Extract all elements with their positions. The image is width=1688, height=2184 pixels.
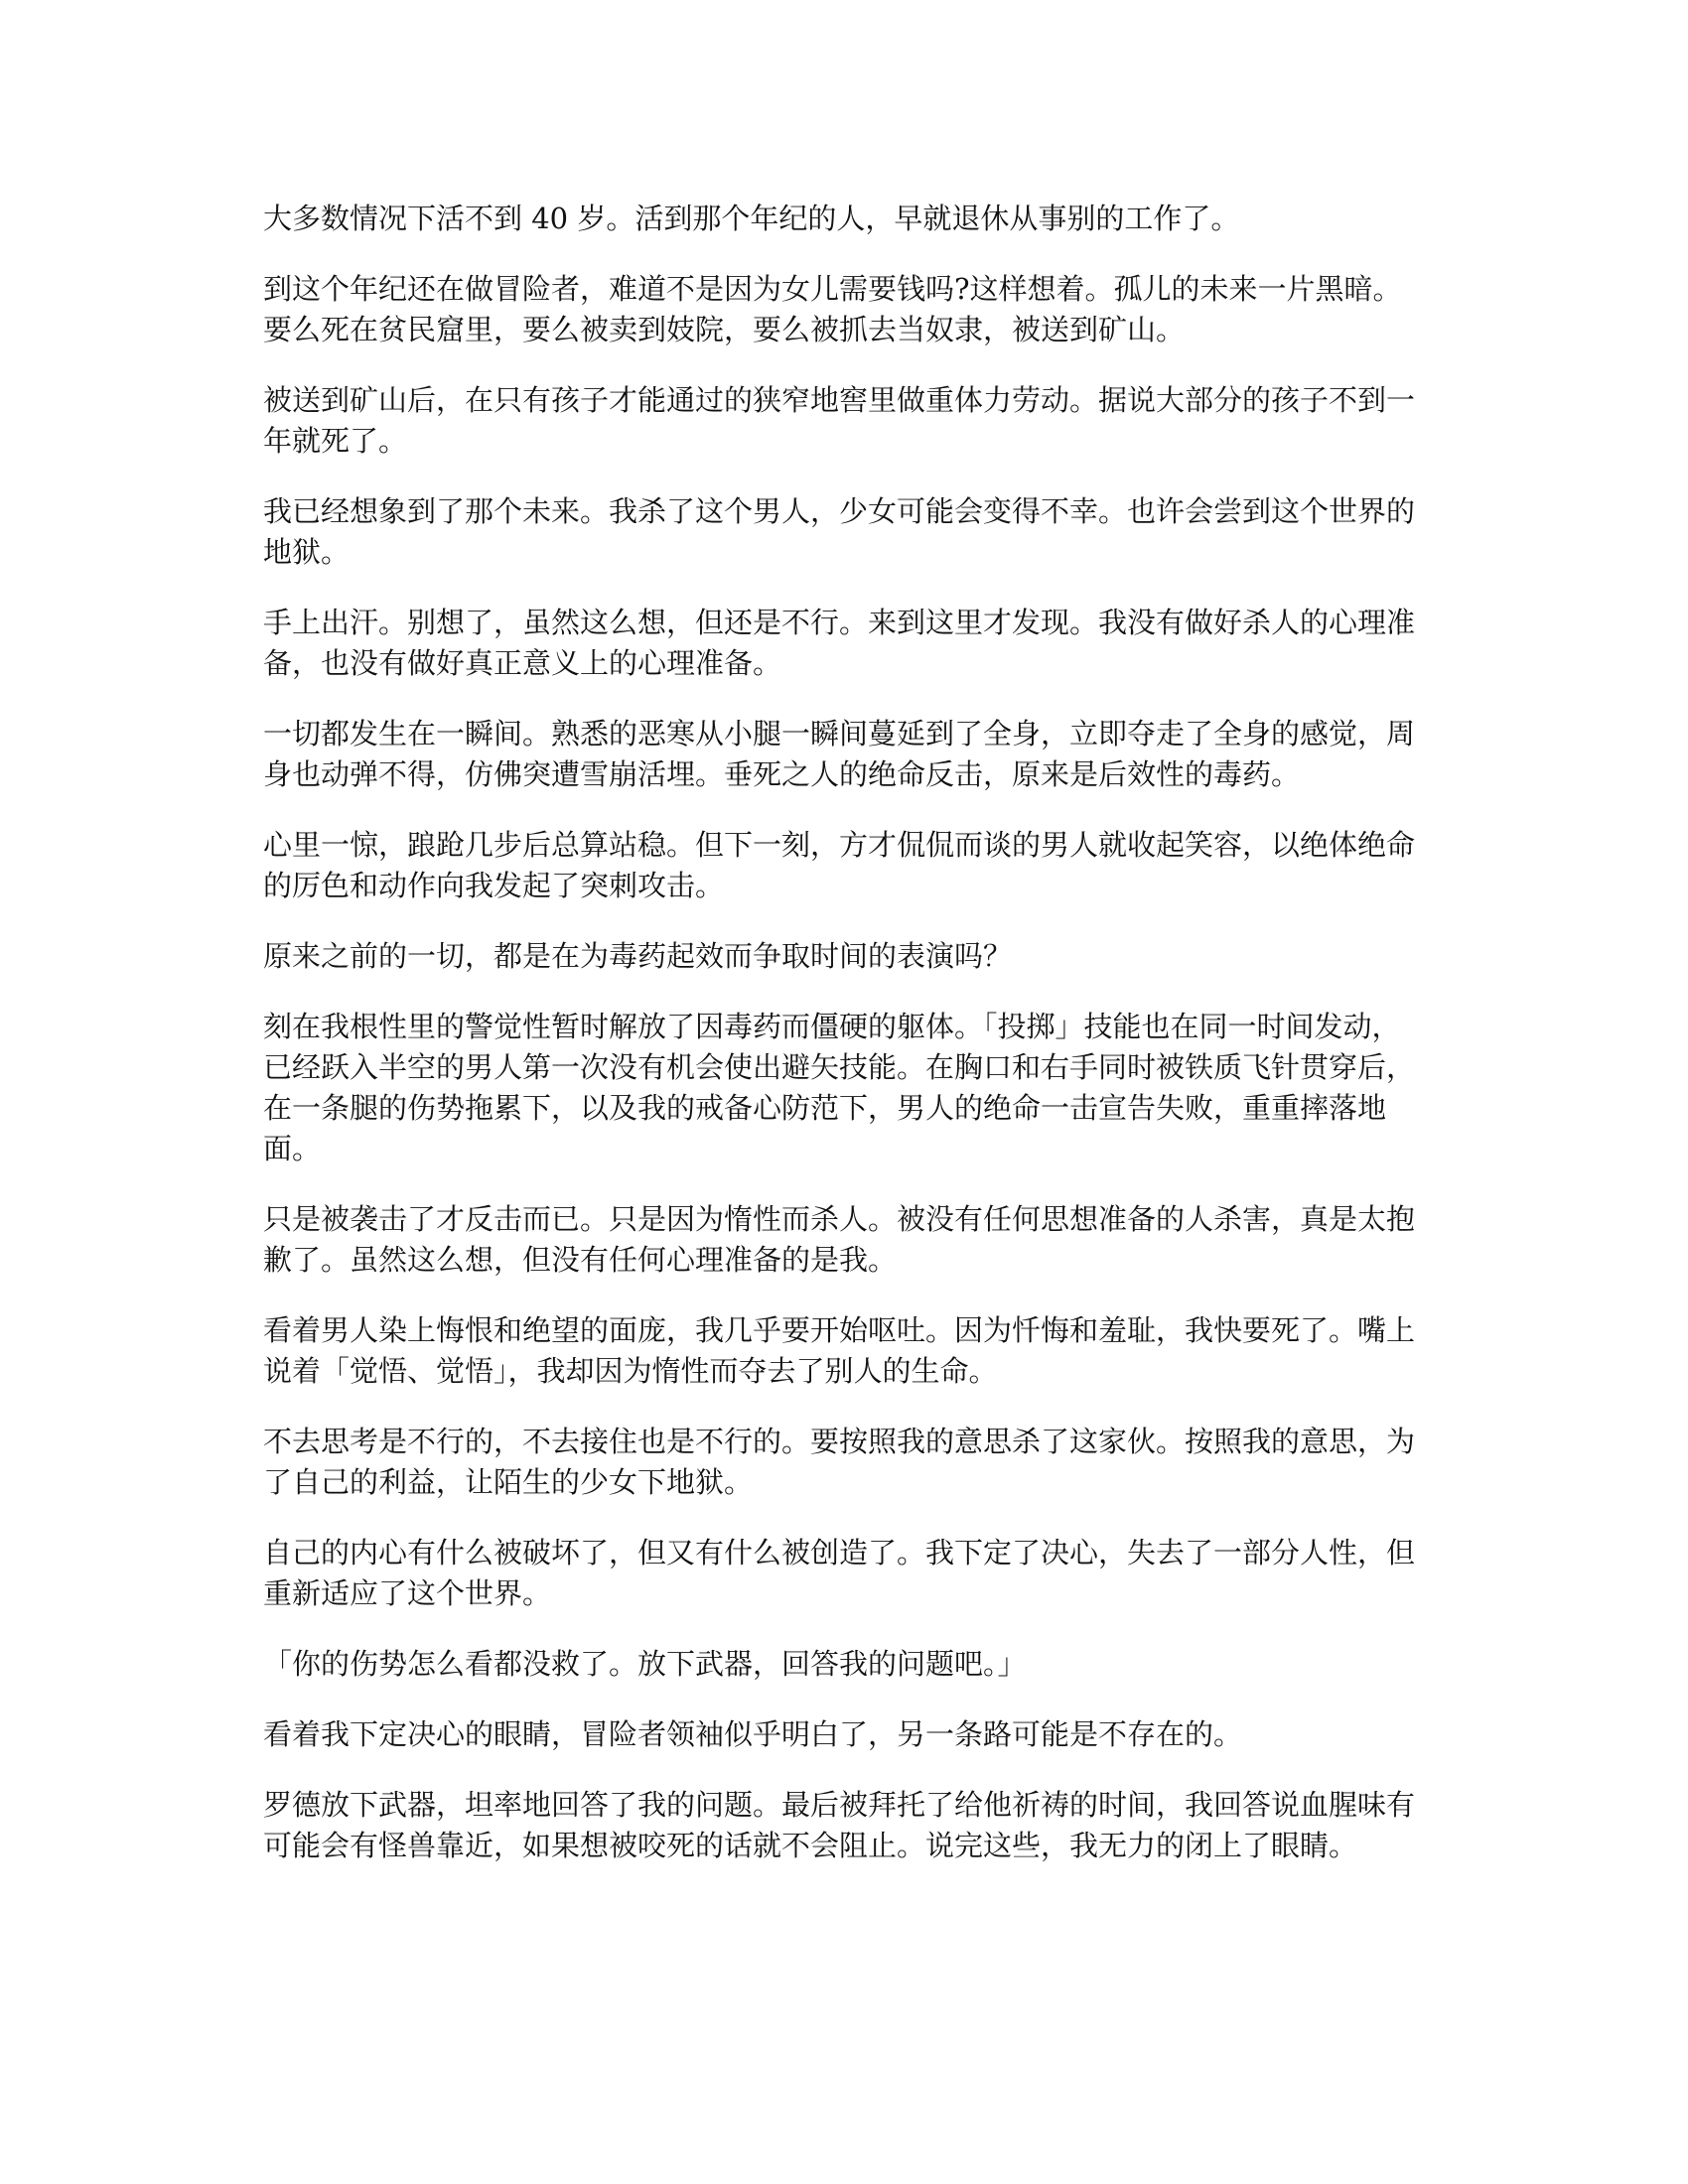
paragraph: 被送到矿山后，在只有孩子才能通过的狭窄地窖里做重体力劳动。据说大部分的孩子不到一年就死了。 xyxy=(263,383,1416,458)
paragraph: 只是被袭击了才反击而已。只是因为惰性而杀人。被没有任何思想准备的人杀害，真是太抱歉了。虽然这么想，但没有任何心理准备的是我。 xyxy=(263,1202,1416,1277)
paragraph: 罗德放下武器，坦率地回答了我的问题。最后被拜托了给他祈祷的时间，我回答说血腥味有可能会有怪兽靠近，如果想被咬死的话就不会阻止。说完这些，我无力的闭上了眼睛。 xyxy=(263,1788,1416,1862)
paragraph: 刻在我根性里的警觉性暂时解放了因毒药而僵硬的躯体。「投掷」技能也在同一时间发动，已经跃入半空的男人第一次没有机会使出避矢技能。在胸口和右手同时被铁质飞针贯穿后，在一条腿的伤势拖累下，以及我的戒备心防范下，男人的绝命一击宣告失败，重重摔落地面。 xyxy=(263,1010,1416,1165)
paragraph: 不去思考是不行的，不去接住也是不行的。要按照我的意思杀了这家伙。按照我的意思，为了自己的利益，让陌生的少女下地狱。 xyxy=(263,1425,1416,1499)
paragraph: 心里一惊，踉跄几步后总算站稳。但下一刻，方才侃侃而谈的男人就收起笑容，以绝体绝命的厉色和动作向我发起了突刺攻击。 xyxy=(263,828,1416,902)
paragraph: 到这个年纪还在做冒险者，难道不是因为女儿需要钱吗?这样想着。孤儿的未来一片黑暗。要么死在贫民窟里，要么被卖到妓院，要么被抓去当奴隶，被送到矿山。 xyxy=(263,272,1402,346)
paragraph: 大多数情况下活不到 40 岁。活到那个年纪的人，早就退休从事别的工作了。 xyxy=(263,202,1240,235)
paragraph: 「你的伤势怎么看都没救了。放下武器，回答我的问题吧。」 xyxy=(263,1647,1027,1681)
paragraph: 手上出汗。别想了，虽然这么想，但还是不行。来到这里才发现。我没有做好杀人的心理准备，也没有做好真正意义上的心理准备。 xyxy=(263,606,1416,680)
paragraph: 看着我下定决心的眼睛，冒险者领袖似乎明白了，另一条路可能是不存在的。 xyxy=(263,1717,1243,1751)
paragraph: 原来之前的一切，都是在为毒药起效而争取时间的表演吗？ xyxy=(263,939,1013,973)
document-page xyxy=(263,199,1419,1896)
paragraph: 看着男人染上悔恨和绝望的面庞，我几乎要开始呕吐。因为忏悔和羞耻，我快要死了。嘴上说着「觉悟、觉悟」，我却因为惰性而夺去了别人的生命。 xyxy=(263,1313,1416,1388)
paragraph: 一切都发生在一瞬间。熟悉的恶寒从小腿一瞬间蔓延到了全身，立即夺走了全身的感觉，周身也动弹不得，仿佛突遭雪崩活埋。垂死之人的绝命反击，原来是后效性的毒药。 xyxy=(263,717,1416,791)
paragraph: 我已经想象到了那个未来。我杀了这个男人，少女可能会变得不幸。也许会尝到这个世界的地狱。 xyxy=(263,494,1416,569)
paragraph: 自己的内心有什么被破坏了，但又有什么被创造了。我下定了决心，失去了一部分人性，但重新适应了这个世界。 xyxy=(263,1536,1416,1610)
